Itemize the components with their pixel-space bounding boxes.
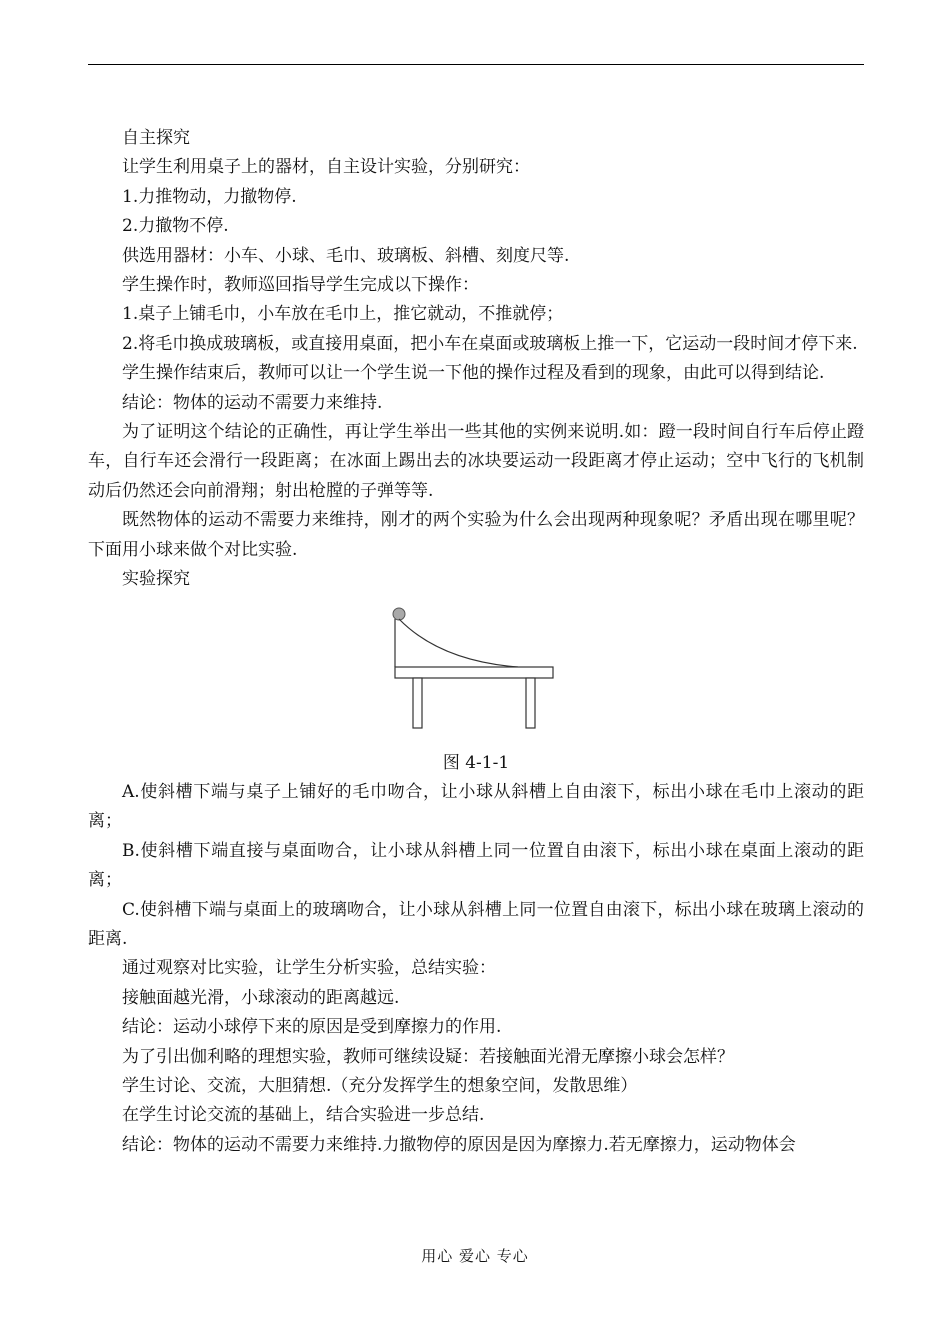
ramp-curve xyxy=(399,619,518,667)
paragraph: C.使斜槽下端与桌面上的玻璃吻合，让小球从斜槽上同一位置自由滚下，标出小球在玻璃上滚动的距离. xyxy=(88,899,864,949)
table-top xyxy=(395,667,553,678)
paragraph: 结论：物体的运动不需要力来维持. xyxy=(122,392,383,413)
paragraph: 在学生讨论交流的基础上，结合实验进一步总结. xyxy=(122,1105,485,1126)
ball-icon xyxy=(393,608,405,620)
paragraph: A.使斜槽下端与桌子上铺好的毛巾吻合，让小球从斜槽上自由滚下，标出小球在毛巾上滚动的距离； xyxy=(88,781,864,832)
incline-table-figure xyxy=(88,603,864,725)
paragraph: B.使斜槽下端直接与桌面吻合，让小球从斜槽上同一位置自由滚下，标出小球在桌面上滚动的距离； xyxy=(88,840,864,891)
paragraph: 接触面越光滑，小球滚动的距离越远. xyxy=(122,987,400,1008)
table-leg-left xyxy=(413,678,422,728)
paragraph: 1.桌子上铺毛巾，小车放在毛巾上，推它就动，不推就停； xyxy=(122,304,564,325)
paragraph: 学生操作结束后，教师可以让一个学生说一下他的操作过程及看到的现象，由此可以得到结论. xyxy=(122,363,825,384)
document-body xyxy=(88,124,864,1160)
figure-caption: 图 4-1-1 xyxy=(442,752,510,773)
incline-ramp-diagram xyxy=(378,603,558,729)
paragraph: 学生讨论、交流，大胆猜想.（充分发挥学生的想象空间，发散思维） xyxy=(122,1075,638,1096)
paragraph: 1.力推物动，力撤物停. xyxy=(122,186,297,207)
paragraph: 自主探究 xyxy=(122,128,190,148)
paragraph: 结论：运动小球停下来的原因是受到摩擦力的作用. xyxy=(122,1017,502,1038)
paragraph: 既然物体的运动不需要力来维持，刚才的两个实验为什么会出现两种现象呢？矛盾出现在哪里呢？下面用小球来做个对比实验. xyxy=(88,510,864,560)
paragraph: 2.力撤物不停. xyxy=(122,216,229,237)
paragraph: 为了引出伽利略的理想实验，教师可继续设疑：若接触面光滑无摩擦小球会怎样？ xyxy=(122,1046,734,1067)
table-leg-right xyxy=(526,678,535,728)
header-rule xyxy=(88,64,864,65)
paragraph: 2.将毛巾换成玻璃板，或直接用桌面，把小车在桌面或玻璃板上推一下，它运动一段时间才停下来. xyxy=(122,333,858,354)
paragraph: 学生操作时，教师巡回指导学生完成以下操作： xyxy=(122,275,479,296)
paragraph: 让学生利用桌子上的器材，自主设计实验，分别研究： xyxy=(122,157,530,178)
section-heading: 实验探究 xyxy=(122,569,190,590)
paragraph: 供选用器材：小车、小球、毛巾、玻璃板、斜槽、刻度尺等. xyxy=(122,245,570,266)
page-footer: 用心 爱心 专心 xyxy=(421,1247,529,1265)
paragraph: 通过观察对比实验，让学生分析实验，总结实验： xyxy=(122,958,496,979)
paragraph: 结论：物体的运动不需要力来维持.力撤物停的原因是因为摩擦力.若无摩擦力，运动物体会 xyxy=(122,1134,796,1155)
paragraph: 为了证明这个结论的正确性，再让学生举出一些其他的实例来说明.如：蹬一段时间自行车后停止蹬车，自行车还会滑行一段距离；在冰面上踢出去的冰块要运动一段距离才停止运动；空中飞行的飞机制动后仍然还会向前滑翔；射出枪膛的子弹等等. xyxy=(88,422,864,501)
